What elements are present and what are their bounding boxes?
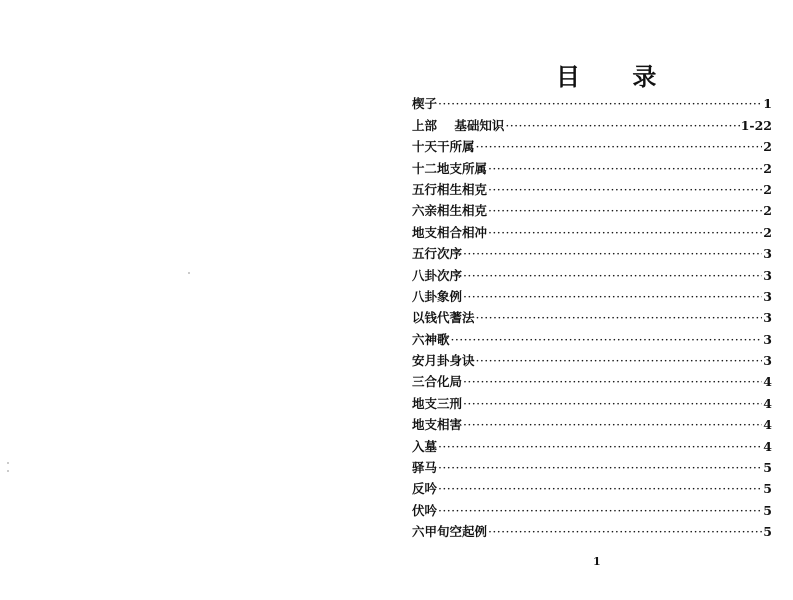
toc-entry-label: 地支相害 bbox=[412, 417, 463, 433]
toc-entry-label: 地支三刑 bbox=[412, 395, 463, 411]
toc-leader-dots bbox=[476, 311, 763, 325]
toc-title: 目 录 bbox=[556, 62, 679, 91]
toc-entry-label: 反吟 bbox=[412, 481, 438, 497]
toc-leader-dots bbox=[488, 204, 762, 218]
toc-entry[interactable] bbox=[412, 176, 772, 197]
toc-entry-label: 六神歌 bbox=[412, 331, 450, 347]
toc-entry-label: 上部 基础知识 bbox=[412, 117, 505, 133]
toc-entry[interactable] bbox=[412, 389, 772, 410]
toc-entry-page: 4 bbox=[763, 374, 772, 390]
toc-list bbox=[412, 90, 772, 539]
toc-entry-page: 3 bbox=[763, 331, 772, 347]
toc-entry-page: 2 bbox=[763, 139, 772, 155]
toc-entry-label: 六甲旬空起例 bbox=[412, 524, 488, 540]
toc-leader-dots bbox=[463, 247, 762, 261]
toc-entry-page: 3 bbox=[763, 353, 772, 369]
toc-entry[interactable] bbox=[412, 454, 772, 475]
toc-entry-label: 十天干所属 bbox=[412, 139, 475, 155]
toc-leader-dots bbox=[488, 525, 762, 539]
toc-entry-label: 驿马 bbox=[412, 460, 438, 476]
toc-entry-label: 五行次序 bbox=[412, 246, 463, 262]
toc-entry-label: 十二地支所属 bbox=[412, 160, 488, 176]
toc-entry[interactable] bbox=[412, 496, 772, 517]
toc-entry[interactable] bbox=[412, 368, 772, 389]
toc-leader-dots bbox=[463, 269, 762, 283]
toc-entry[interactable] bbox=[412, 411, 772, 432]
toc-leader-dots bbox=[505, 119, 739, 133]
toc-leader-dots bbox=[463, 418, 762, 432]
toc-entry-label: 地支相合相冲 bbox=[412, 224, 488, 240]
toc-entry-page: 5 bbox=[763, 460, 772, 476]
toc-leader-dots bbox=[438, 440, 762, 454]
toc-entry-page: 4 bbox=[763, 395, 772, 411]
toc-leader-dots bbox=[488, 226, 762, 240]
toc-entry[interactable] bbox=[412, 432, 772, 453]
toc-entry-page: 2 bbox=[763, 203, 772, 219]
toc-entry-label: 五行相生相克 bbox=[412, 181, 488, 197]
toc-entry-page: 2 bbox=[763, 181, 772, 197]
paper-speck bbox=[7, 470, 9, 472]
toc-entry[interactable] bbox=[412, 283, 772, 304]
page-number: 1 bbox=[593, 555, 601, 568]
toc-entry-page: 4 bbox=[763, 438, 772, 454]
toc-leader-dots bbox=[463, 290, 762, 304]
toc-entry[interactable] bbox=[412, 518, 772, 539]
toc-entry-label: 六亲相生相克 bbox=[412, 203, 488, 219]
toc-entry[interactable] bbox=[412, 304, 772, 325]
toc-entry-page: 2 bbox=[763, 224, 772, 240]
toc-entry[interactable] bbox=[412, 240, 772, 261]
toc-entry-page: 5 bbox=[763, 481, 772, 497]
toc-leader-dots bbox=[476, 140, 763, 154]
toc-leader-dots bbox=[476, 354, 763, 368]
toc-entry-label: 伏吟 bbox=[412, 502, 438, 518]
toc-leader-dots bbox=[451, 333, 763, 347]
toc-entry-label: 以钱代蓍法 bbox=[412, 310, 475, 326]
left-page-blank bbox=[0, 0, 396, 600]
toc-entry-page: 3 bbox=[763, 246, 772, 262]
toc-entry-page: 3 bbox=[763, 310, 772, 326]
toc-entry[interactable] bbox=[412, 111, 772, 132]
toc-entry-label: 入墓 bbox=[412, 438, 438, 454]
toc-entry-label: 楔子 bbox=[412, 96, 438, 112]
toc-leader-dots bbox=[488, 183, 762, 197]
toc-entry[interactable] bbox=[412, 475, 772, 496]
toc-leader-dots bbox=[438, 97, 762, 111]
toc-entry-label: 三合化局 bbox=[412, 374, 463, 390]
toc-entry-label: 安月卦身诀 bbox=[412, 353, 475, 369]
toc-entry[interactable] bbox=[412, 347, 772, 368]
toc-entry[interactable] bbox=[412, 197, 772, 218]
toc-leader-dots bbox=[438, 482, 762, 496]
toc-entry-page: 5 bbox=[763, 524, 772, 540]
toc-entry-page: 2 bbox=[763, 160, 772, 176]
toc-entry-page: 1-22 bbox=[740, 117, 772, 133]
toc-entry-page: 1 bbox=[763, 96, 772, 112]
right-page-toc bbox=[396, 0, 793, 600]
toc-entry-page: 3 bbox=[763, 288, 772, 304]
toc-entry[interactable] bbox=[412, 154, 772, 175]
toc-entry[interactable] bbox=[412, 133, 772, 154]
paper-speck bbox=[7, 462, 9, 464]
toc-leader-dots bbox=[463, 375, 762, 389]
toc-entry-label: 八卦次序 bbox=[412, 267, 463, 283]
toc-entry[interactable] bbox=[412, 218, 772, 239]
toc-leader-dots bbox=[438, 504, 762, 518]
paper-speck bbox=[188, 272, 190, 274]
toc-entry-page: 3 bbox=[763, 267, 772, 283]
toc-leader-dots bbox=[488, 162, 762, 176]
toc-entry[interactable] bbox=[412, 325, 772, 346]
toc-leader-dots bbox=[463, 397, 762, 411]
toc-entry[interactable] bbox=[412, 261, 772, 282]
toc-entry[interactable] bbox=[412, 90, 772, 111]
toc-leader-dots bbox=[438, 461, 762, 475]
toc-entry-label: 八卦象例 bbox=[412, 288, 463, 304]
toc-entry-page: 5 bbox=[763, 502, 772, 518]
toc-entry-page: 4 bbox=[763, 417, 772, 433]
